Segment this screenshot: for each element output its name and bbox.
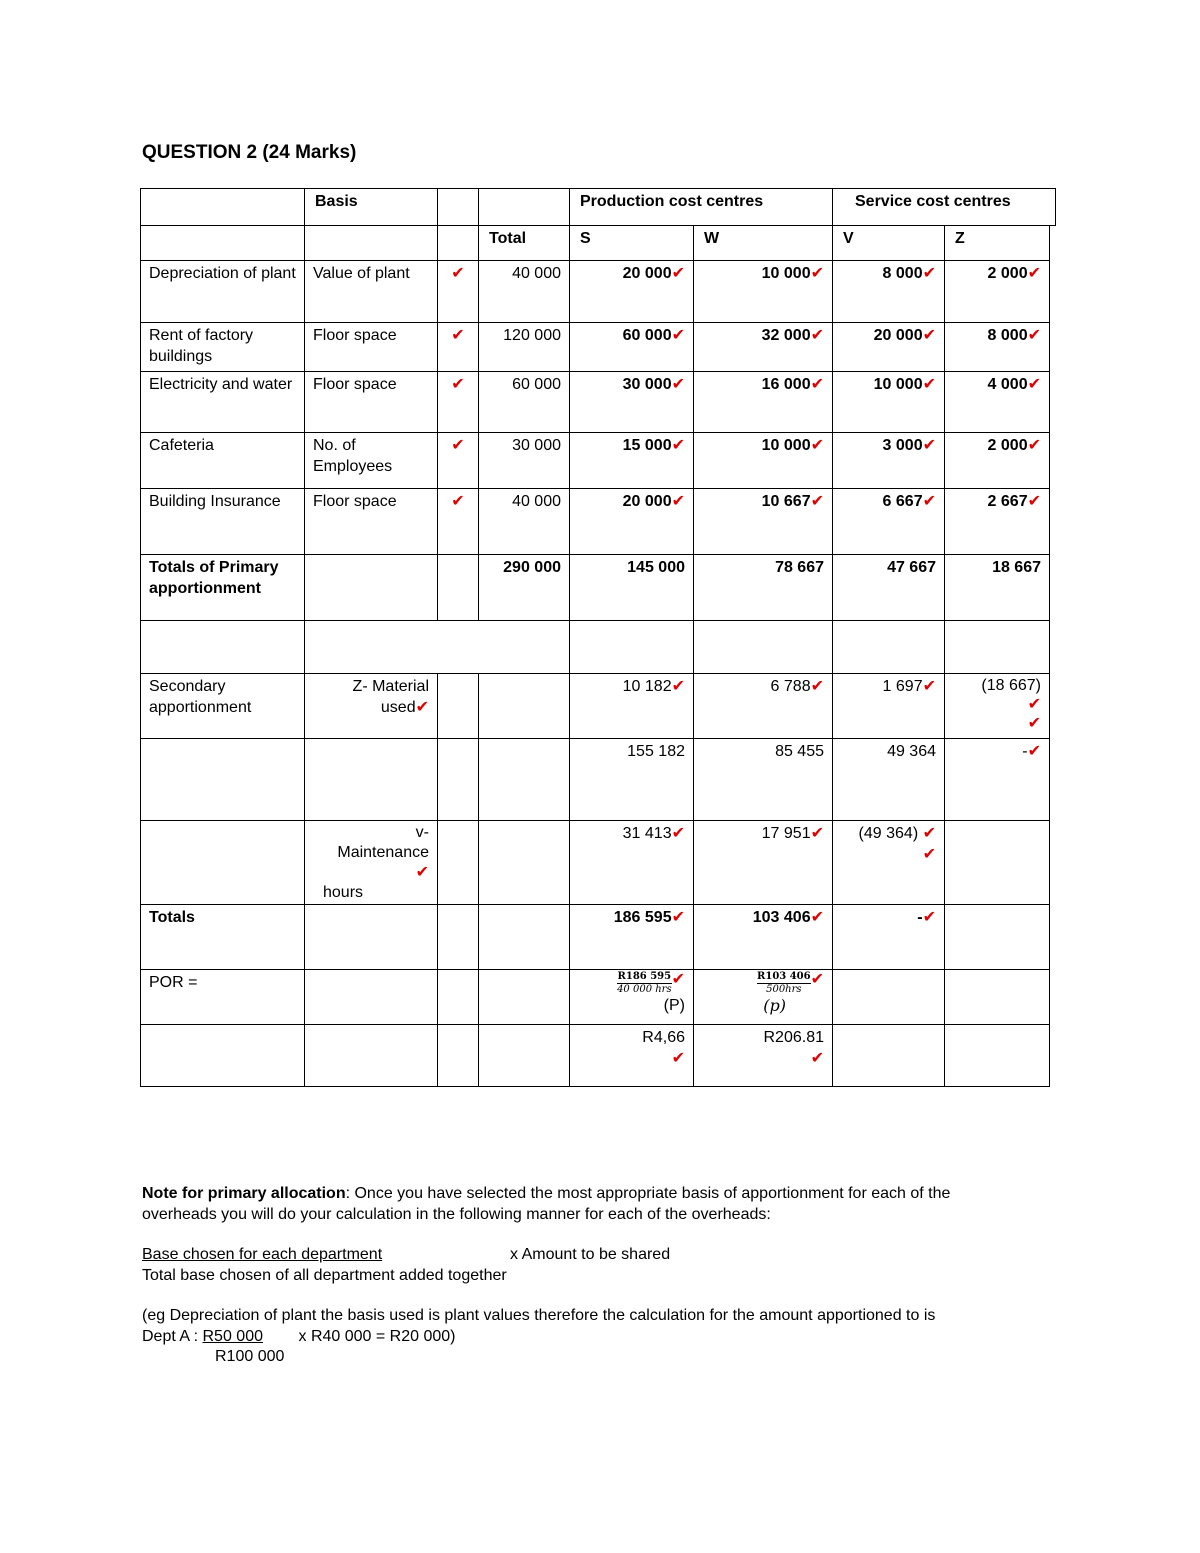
tick-icon: ✔ <box>922 376 936 393</box>
formula-times: x Amount to be shared <box>510 1246 671 1263</box>
por-w-fraction <box>757 971 811 996</box>
subtotal-tick-cell <box>437 738 479 821</box>
maintenance-basis-line2: Maintenance <box>337 844 429 861</box>
secondary-basis: Z- Material used <box>352 678 429 716</box>
page-title: QUESTION 2 (24 Marks) <box>142 142 357 163</box>
row-v-cell <box>832 488 945 555</box>
row-v-cell <box>832 322 945 372</box>
por-w-p: (p) <box>763 996 786 1015</box>
por-basis-cell <box>304 969 438 1025</box>
row-item-label: Depreciation of plant <box>140 260 305 323</box>
totals-tick-cell <box>437 904 479 970</box>
row-w-value: 10 000 <box>761 437 811 454</box>
note-bold-lead: Note for primary allocation <box>142 1185 346 1202</box>
totals-basis-cell <box>304 904 438 970</box>
tick-icon: ✔ <box>922 846 936 863</box>
header-empty-cell <box>140 188 305 226</box>
secondary-w-value: 6 788 <box>770 678 811 695</box>
row-z-value: 2 000 <box>987 437 1028 454</box>
por-s-numerator: R186 595 <box>617 971 672 982</box>
row-basis-label: Value of plant <box>304 260 438 323</box>
tick-icon: ✔ <box>1027 696 1041 713</box>
maintenance-v-value: (49 364) <box>858 825 919 842</box>
note-line-2: overheads you will do your calculation in the following manner for each of the overheads: <box>142 1206 771 1223</box>
tick-icon: ✔ <box>451 327 465 344</box>
secondary-z-value: (18 667) <box>981 677 1041 694</box>
row-basis-label: Floor space <box>304 488 438 555</box>
tick-icon: ✔ <box>810 265 824 282</box>
header2-basis-cell <box>304 225 438 261</box>
maintenance-s-value: 31 413 <box>622 825 672 842</box>
row-w-cell <box>693 488 833 555</box>
tick-icon: ✔ <box>810 678 824 695</box>
tick-icon: ✔ <box>671 327 685 344</box>
secondary-label: Secondary apportionment <box>140 673 305 739</box>
totals-v-value: - <box>917 909 923 926</box>
row-w-cell <box>693 260 833 323</box>
primary-z-value: 18 667 <box>944 554 1050 621</box>
tick-icon: ✔ <box>810 909 824 926</box>
tick-icon: ✔ <box>1027 265 1041 282</box>
primary-total-value: 290 000 <box>478 554 570 621</box>
maintenance-basis-cell <box>304 820 438 905</box>
tick-icon: ✔ <box>451 265 465 282</box>
row-v-cell <box>832 371 945 433</box>
basis-header: Basis <box>304 188 438 226</box>
subtotal-total-cell <box>478 738 570 821</box>
totals-s-cell <box>569 904 694 970</box>
tick-icon: ✔ <box>922 437 936 454</box>
row-s-cell <box>569 371 694 433</box>
row-item-label: Building Insurance <box>140 488 305 555</box>
tick-icon: ✔ <box>1027 493 1041 510</box>
tick-icon: ✔ <box>671 493 685 510</box>
row-s-value: 60 000 <box>622 327 672 344</box>
production-cost-centres-header: Production cost centres <box>569 188 833 226</box>
row-s-cell <box>569 260 694 323</box>
row-z-cell <box>944 322 1050 372</box>
row-z-cell <box>944 488 1050 555</box>
row-z-cell <box>944 371 1050 433</box>
row-s-value: 20 000 <box>622 493 672 510</box>
row-w-value: 32 000 <box>761 327 811 344</box>
tick-icon: ✔ <box>810 493 824 510</box>
formula-denominator: Total base chosen of all department added together <box>142 1267 507 1284</box>
rate-tick-cell <box>437 1024 479 1087</box>
maintenance-tick-cell <box>437 820 479 905</box>
row-s-cell <box>569 488 694 555</box>
row-v-value: 20 000 <box>873 327 923 344</box>
row-total-value: 120 000 <box>478 322 570 372</box>
maintenance-w-value: 17 951 <box>761 825 811 842</box>
row-z-value: 2 667 <box>987 493 1028 510</box>
maintenance-s-cell <box>569 820 694 905</box>
rate-v-cell <box>832 1024 945 1087</box>
tick-icon: ✔ <box>922 493 936 510</box>
example-numerator: R50 000 <box>202 1328 263 1345</box>
por-w-numerator: R103 406 <box>757 971 811 982</box>
row-z-cell <box>944 432 1050 489</box>
w-column-header: W <box>693 225 833 261</box>
spacer-merged-cell <box>304 620 570 674</box>
totals-w-value: 103 406 <box>752 909 811 926</box>
row-w-cell <box>693 371 833 433</box>
totals-w-cell <box>693 904 833 970</box>
tick-icon: ✔ <box>1027 327 1041 344</box>
row-total-value: 30 000 <box>478 432 570 489</box>
primary-v-value: 47 667 <box>832 554 945 621</box>
formula-numerator-line <box>142 1244 670 1265</box>
tick-icon: ✔ <box>451 493 465 510</box>
subtotal-w-value: 85 455 <box>693 738 833 821</box>
row-w-value: 10 667 <box>761 493 811 510</box>
row-s-value: 20 000 <box>622 265 672 282</box>
maintenance-basis-line1: v- <box>415 824 429 841</box>
secondary-v-value: 1 697 <box>882 678 923 695</box>
primary-basis-cell <box>304 554 438 621</box>
spacer-cell <box>693 620 833 674</box>
row-total-value: 60 000 <box>478 371 570 433</box>
tick-icon: ✔ <box>1027 437 1041 454</box>
row-w-value: 16 000 <box>761 376 811 393</box>
subtotal-s-value: 155 182 <box>569 738 694 821</box>
tick-icon: ✔ <box>1027 743 1041 760</box>
row-tick-cell <box>437 371 479 433</box>
por-s-fraction <box>617 971 672 996</box>
maintenance-w-cell <box>693 820 833 905</box>
secondary-total-cell <box>478 673 570 739</box>
rate-w-cell <box>693 1024 833 1087</box>
header-tick-cell <box>437 188 479 226</box>
row-w-cell <box>693 432 833 489</box>
row-z-value: 2 000 <box>987 265 1028 282</box>
primary-w-value: 78 667 <box>693 554 833 621</box>
totals-v-cell <box>832 904 945 970</box>
row-item-label: Electricity and water <box>140 371 305 433</box>
row-s-cell <box>569 432 694 489</box>
primary-tick-cell <box>437 554 479 621</box>
tick-icon: ✔ <box>415 864 429 881</box>
total-column-header: Total <box>478 225 570 261</box>
maintenance-basis-line3: hours <box>323 884 364 901</box>
row-basis-label: Floor space <box>304 371 438 433</box>
header2-tick-cell <box>437 225 479 261</box>
row-s-value: 30 000 <box>622 376 672 393</box>
tick-icon: ✔ <box>1027 715 1041 732</box>
por-label: POR = <box>140 969 305 1025</box>
secondary-tick-cell <box>437 673 479 739</box>
z-column-header: Z <box>944 225 1050 261</box>
tick-icon: ✔ <box>810 1050 824 1067</box>
rate-z-cell <box>944 1024 1050 1087</box>
secondary-v-cell <box>832 673 945 739</box>
tick-icon: ✔ <box>671 909 685 926</box>
rate-total-cell <box>478 1024 570 1087</box>
row-v-value: 6 667 <box>882 493 923 510</box>
tick-icon: ✔ <box>451 437 465 454</box>
tick-icon: ✔ <box>810 376 824 393</box>
rate-basis-cell <box>304 1024 438 1087</box>
row-z-value: 4 000 <box>987 376 1028 393</box>
secondary-z-cell <box>944 673 1050 739</box>
tick-icon: ✔ <box>671 971 685 988</box>
maintenance-total-cell <box>478 820 570 905</box>
row-w-value: 10 000 <box>761 265 811 282</box>
tick-icon: ✔ <box>415 699 429 716</box>
note-line-1 <box>142 1183 950 1204</box>
row-v-cell <box>832 260 945 323</box>
row-item-label: Cafeteria <box>140 432 305 489</box>
totals-total-cell <box>478 904 570 970</box>
subtotal-v-value: 49 364 <box>832 738 945 821</box>
overhead-apportionment-table <box>140 188 1056 1088</box>
row-s-cell <box>569 322 694 372</box>
rate-w-value: R206.81 <box>763 1029 824 1046</box>
tick-icon: ✔ <box>1027 376 1041 393</box>
v-column-header: V <box>832 225 945 261</box>
row-item-label: Rent of factory buildings <box>140 322 305 372</box>
subtotal-basis-cell <box>304 738 438 821</box>
formula-numerator: Base chosen for each department <box>142 1246 383 1263</box>
example-denominator: R100 000 <box>215 1348 285 1365</box>
row-basis-label: Floor space <box>304 322 438 372</box>
por-w-denominator: 500hrs <box>766 984 802 995</box>
example-line-2 <box>142 1326 456 1347</box>
por-z-cell <box>944 969 1050 1025</box>
subtotal-z-value: - <box>1022 743 1028 760</box>
rate-label-cell <box>140 1024 305 1087</box>
tick-icon: ✔ <box>810 327 824 344</box>
spacer-cell <box>832 620 945 674</box>
primary-totals-label: Totals of Primary apportionment <box>140 554 305 621</box>
rate-s-value: R4,66 <box>642 1029 685 1046</box>
tick-icon: ✔ <box>810 971 824 988</box>
row-z-cell <box>944 260 1050 323</box>
por-s-cell <box>569 969 694 1025</box>
primary-s-value: 145 000 <box>569 554 694 621</box>
tick-icon: ✔ <box>922 678 936 695</box>
por-s-denominator: 40 000 hrs <box>617 984 672 995</box>
subtotal-label-cell <box>140 738 305 821</box>
example-prefix: Dept A : <box>142 1328 199 1345</box>
maintenance-v-cell <box>832 820 945 905</box>
spacer-cell <box>140 620 305 674</box>
row-tick-cell <box>437 322 479 372</box>
por-v-cell <box>832 969 945 1025</box>
example-rest: x R40 000 = R20 000) <box>298 1328 456 1345</box>
totals-label: Totals <box>140 904 305 970</box>
por-w-cell <box>693 969 833 1025</box>
tick-icon: ✔ <box>671 437 685 454</box>
row-v-value: 3 000 <box>882 437 923 454</box>
row-w-cell <box>693 322 833 372</box>
por-s-p: (P) <box>663 997 685 1014</box>
header2-empty-cell <box>140 225 305 261</box>
rate-s-cell <box>569 1024 694 1087</box>
service-cost-centres-header: Service cost centres <box>832 188 1056 226</box>
tick-icon: ✔ <box>922 265 936 282</box>
row-tick-cell <box>437 432 479 489</box>
tick-icon: ✔ <box>922 909 936 926</box>
tick-icon: ✔ <box>671 678 685 695</box>
row-tick-cell <box>437 488 479 555</box>
row-v-cell <box>832 432 945 489</box>
tick-icon: ✔ <box>451 376 465 393</box>
secondary-s-cell <box>569 673 694 739</box>
secondary-basis-cell <box>304 673 438 739</box>
row-z-value: 8 000 <box>987 327 1028 344</box>
tick-icon: ✔ <box>671 265 685 282</box>
row-s-value: 15 000 <box>622 437 672 454</box>
header-total-cell <box>478 188 570 226</box>
secondary-w-cell <box>693 673 833 739</box>
row-total-value: 40 000 <box>478 488 570 555</box>
por-total-cell <box>478 969 570 1025</box>
note-line1-rest: : Once you have selected the most appropriate basis of apportionment for each of the <box>345 1185 951 1202</box>
totals-z-cell <box>944 904 1050 970</box>
maintenance-label-cell <box>140 820 305 905</box>
row-total-value: 40 000 <box>478 260 570 323</box>
spacer-cell <box>569 620 694 674</box>
row-v-value: 10 000 <box>873 376 923 393</box>
secondary-s-value: 10 182 <box>622 678 672 695</box>
row-tick-cell <box>437 260 479 323</box>
subtotal-z-cell <box>944 738 1050 821</box>
tick-icon: ✔ <box>810 437 824 454</box>
maintenance-z-cell <box>944 820 1050 905</box>
s-column-header: S <box>569 225 694 261</box>
example-line-1: (eg Depreciation of plant the basis used is plant values therefore the calculation for the amount apportioned to is <box>142 1307 936 1324</box>
tick-icon: ✔ <box>922 825 936 842</box>
totals-s-value: 186 595 <box>613 909 672 926</box>
spacer-cell <box>944 620 1050 674</box>
tick-icon: ✔ <box>922 327 936 344</box>
tick-icon: ✔ <box>671 825 685 842</box>
row-basis-label: No. of Employees <box>304 432 438 489</box>
row-v-value: 8 000 <box>882 265 923 282</box>
tick-icon: ✔ <box>671 376 685 393</box>
tick-icon: ✔ <box>810 825 824 842</box>
tick-icon: ✔ <box>671 1050 685 1067</box>
por-tick-cell <box>437 969 479 1025</box>
